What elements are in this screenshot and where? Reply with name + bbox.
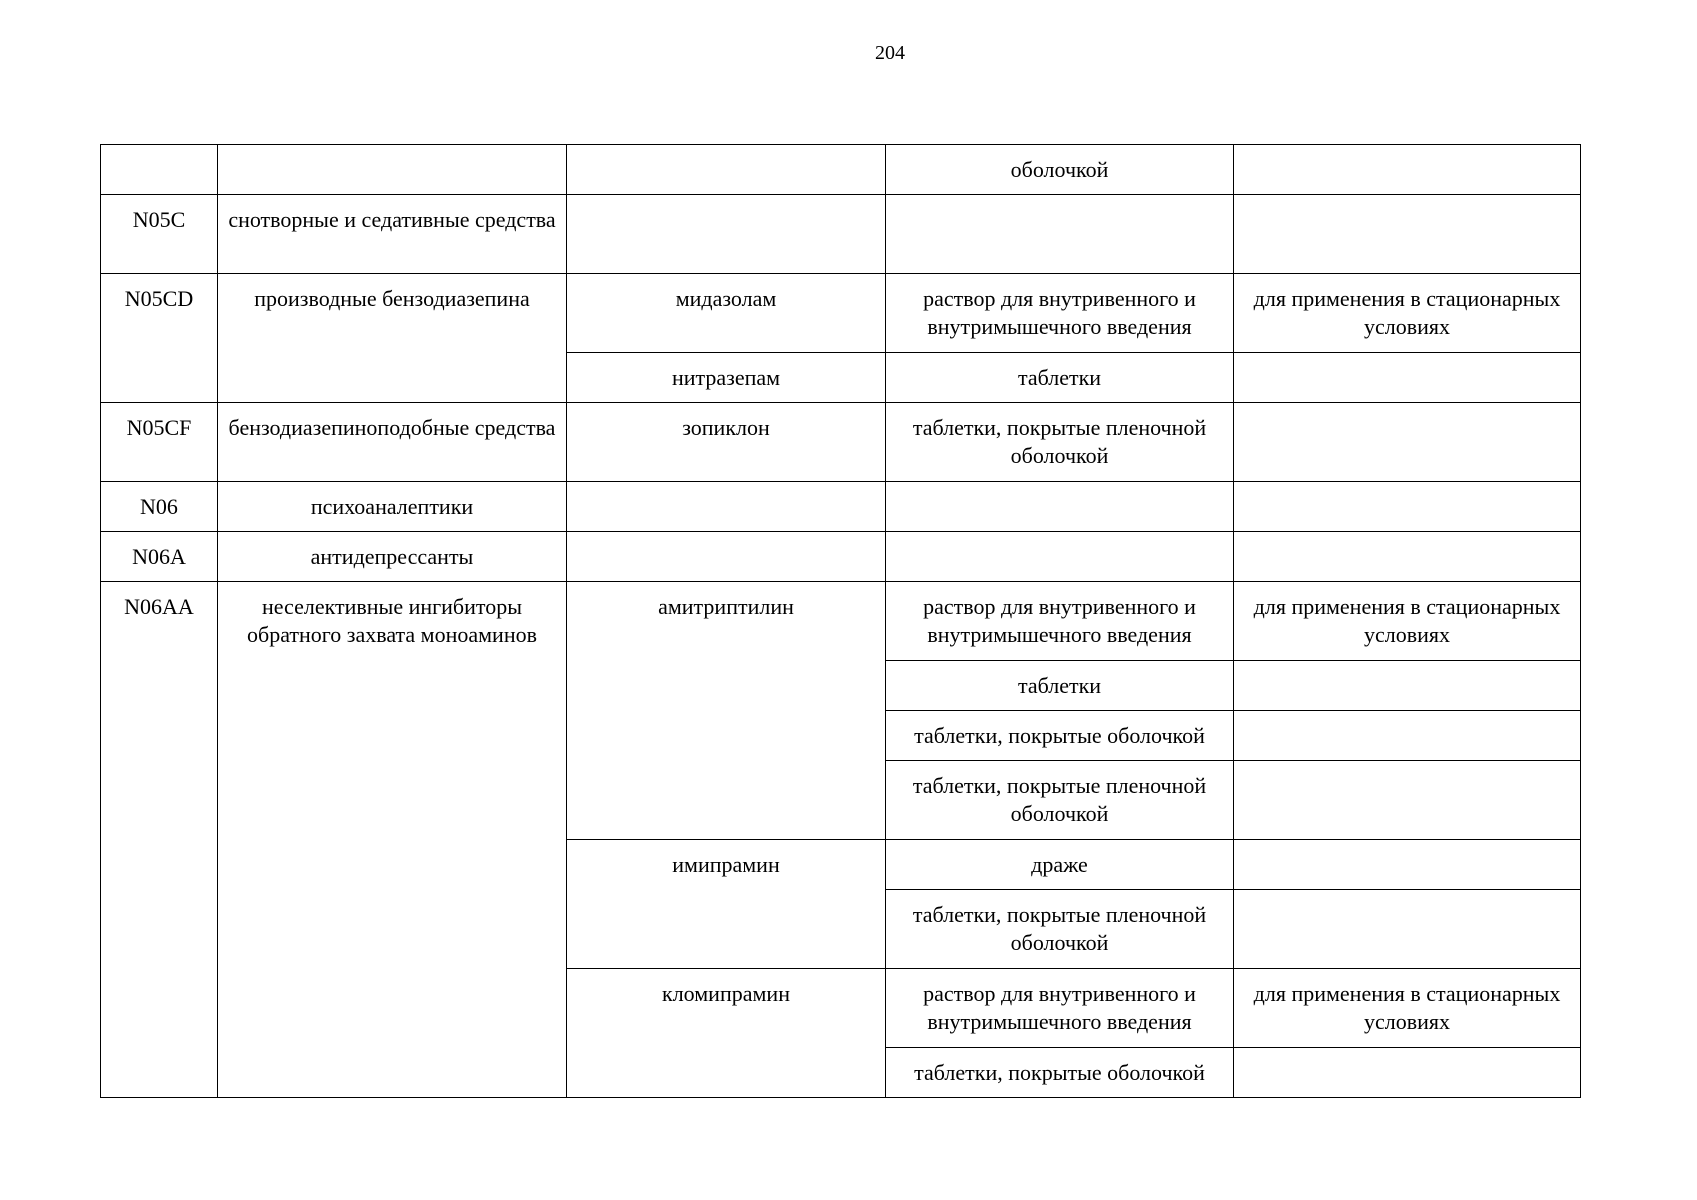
table-row (101, 403, 1581, 482)
drug-name-cell (567, 482, 886, 532)
note-cell: для применения в стационарных условиях (1234, 969, 1581, 1048)
drug-name-cell (567, 195, 886, 274)
note-cell (1234, 145, 1581, 195)
table-row (101, 582, 1581, 661)
table-row (101, 195, 1581, 274)
note-cell (1234, 403, 1581, 482)
atc-code-cell (101, 145, 218, 195)
table-row (101, 532, 1581, 582)
note-cell (1234, 1048, 1581, 1098)
dosage-form-cell: драже (886, 840, 1234, 890)
dosage-form-cell: раствор для внутривенного и внутримышечного введения (886, 582, 1234, 661)
group-name-cell: бензодиазепиноподобные средства (218, 403, 567, 482)
atc-code-cell: N05CD (101, 274, 218, 403)
note-cell (1234, 890, 1581, 969)
group-name-cell: производные бензодиазепина (218, 274, 567, 403)
note-cell (1234, 195, 1581, 274)
drug-name-cell (567, 532, 886, 582)
group-name-cell: психоаналептики (218, 482, 567, 532)
drug-name-cell: имипрамин (567, 840, 886, 969)
note-cell (1234, 840, 1581, 890)
table-row (101, 482, 1581, 532)
note-cell (1234, 711, 1581, 761)
drug-name-cell: нитразепам (567, 353, 886, 403)
table-row (101, 145, 1581, 195)
dosage-form-cell: таблетки, покрытые пленочной оболочкой (886, 403, 1234, 482)
atc-code-cell: N06 (101, 482, 218, 532)
group-name-cell: неселективные ингибиторы обратного захвата моноаминов (218, 582, 567, 1098)
dosage-form-cell: таблетки, покрытые оболочкой (886, 711, 1234, 761)
atc-code-cell: N06A (101, 532, 218, 582)
atc-code-cell: N05CF (101, 403, 218, 482)
dosage-form-cell: таблетки (886, 661, 1234, 711)
note-cell (1234, 482, 1581, 532)
atc-code-cell: N05C (101, 195, 218, 274)
note-cell: для применения в стационарных условиях (1234, 582, 1581, 661)
drug-name-cell: зопиклон (567, 403, 886, 482)
dosage-form-cell (886, 195, 1234, 274)
note-cell (1234, 761, 1581, 840)
atc-code-cell: N06AA (101, 582, 218, 1098)
drug-table (100, 144, 1581, 1098)
group-name-cell: антидепрессанты (218, 532, 567, 582)
dosage-form-cell: раствор для внутривенного и внутримышечного введения (886, 274, 1234, 353)
dosage-form-cell (886, 532, 1234, 582)
drug-name-cell: амитриптилин (567, 582, 886, 840)
group-name-cell (218, 145, 567, 195)
page-number: 204 (875, 42, 905, 64)
note-cell (1234, 353, 1581, 403)
table-row (101, 274, 1581, 353)
dosage-form-cell: таблетки, покрытые оболочкой (886, 1048, 1234, 1098)
drug-name-cell (567, 145, 886, 195)
dosage-form-cell (886, 482, 1234, 532)
dosage-form-cell: оболочкой (886, 145, 1234, 195)
dosage-form-cell: таблетки, покрытые пленочной оболочкой (886, 890, 1234, 969)
drug-name-cell: кломипрамин (567, 969, 886, 1098)
drug-name-cell: мидазолам (567, 274, 886, 353)
note-cell (1234, 532, 1581, 582)
note-cell: для применения в стационарных условиях (1234, 274, 1581, 353)
note-cell (1234, 661, 1581, 711)
dosage-form-cell: таблетки (886, 353, 1234, 403)
dosage-form-cell: раствор для внутривенного и внутримышечного введения (886, 969, 1234, 1048)
dosage-form-cell: таблетки, покрытые пленочной оболочкой (886, 761, 1234, 840)
group-name-cell: снотворные и седативные средства (218, 195, 567, 274)
